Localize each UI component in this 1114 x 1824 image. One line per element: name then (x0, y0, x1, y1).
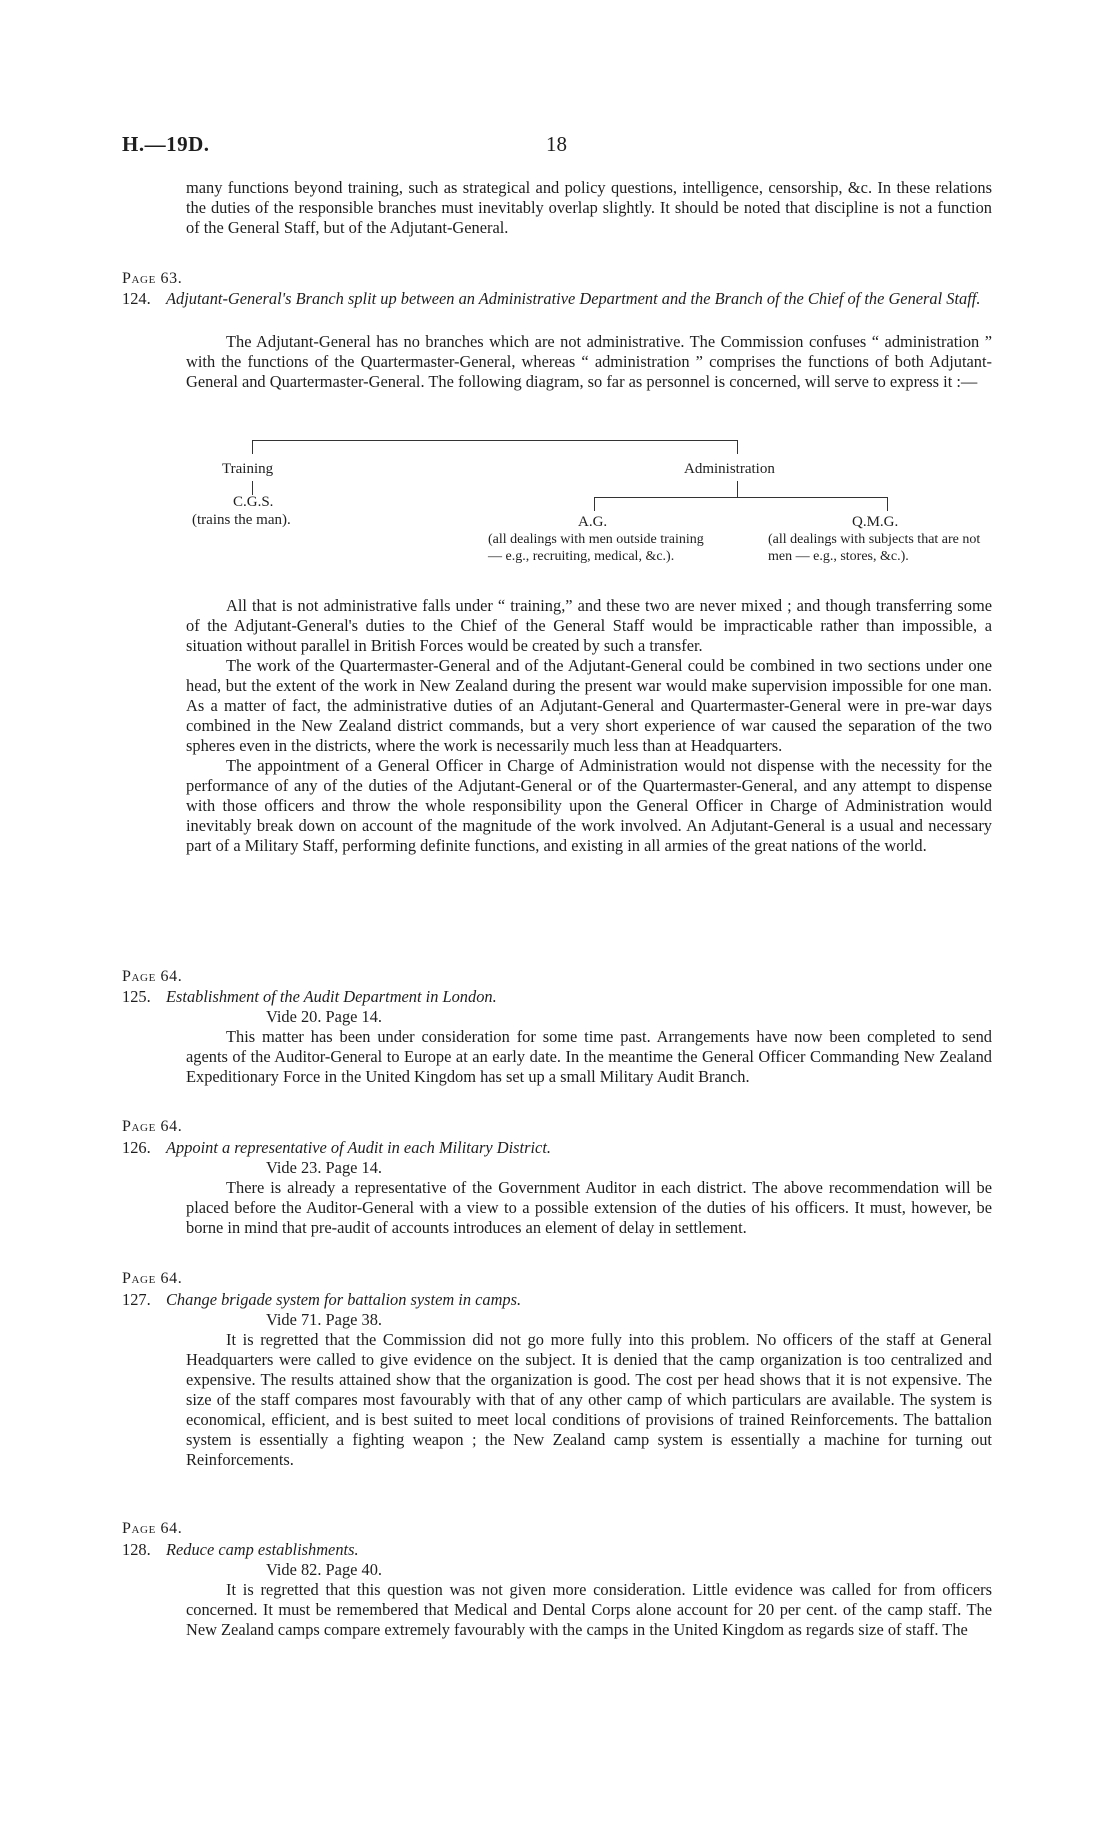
page-reference-127: Page 64. (122, 1270, 183, 1287)
diagram-training: Training (222, 461, 274, 477)
document-reference: H.—19D. (122, 132, 210, 156)
section-128-vide: Vide 82. Page 40. (266, 1560, 383, 1579)
section-126-heading (122, 1138, 992, 1158)
diagram-tick-qmg (887, 497, 888, 511)
section-128-para: It is regretted that this question was not given more consideration. Little evidence was called for from officers concerned. It must be remembered that Medical and Dental Corps alone account for 20 per cent. of the camp staff. The New Zealand camps compare extremely favourably with the camps in the United Kingdom as regards size of staff. The (186, 1580, 992, 1639)
section-128-heading (122, 1540, 992, 1560)
diagram-tick-administration (737, 440, 738, 454)
diagram-tick-training (252, 440, 253, 454)
diagram-admin-line (594, 497, 888, 498)
diagram-qmg-note: (all dealings with subjects that are not men — e.g., stores, &c.). (768, 532, 981, 564)
section-126-vide: Vide 23. Page 14. (266, 1158, 383, 1177)
section-125-vide: Vide 20. Page 14. (266, 1007, 383, 1026)
diagram-qmg: Q.M.G. (852, 514, 899, 530)
section-number: 124. (122, 289, 151, 308)
intro-paragraph: many functions beyond training, such as strategical and policy questions, intelligence, censorship, &c. In these relations the duties of the responsible branches must inevitably overlap slightly. It should be noted that discipline is not a function of the General Staff, but of the Adjutant-General. (186, 178, 992, 237)
section-number: 126. (122, 1138, 151, 1157)
section-title: Change brigade system for battalion system in camps. (166, 1290, 522, 1309)
page-reference-128: Page 64. (122, 1520, 183, 1537)
section-127-heading (122, 1290, 992, 1310)
section-title: Appoint a representative of Audit in each Military District. (166, 1138, 551, 1157)
section-number: 125. (122, 987, 151, 1006)
page-reference-124: Page 63. (122, 270, 183, 287)
section-124-paras: All that is not administrative falls under “ training,” and these two are never mixed ; and though transferring some of the Adjutant-General's duties to the Chief of the General Staff would be impracticable rather than impossible, a situation without parallel in British Forces would be created by such a transfer. The work of the Quartermaster-General and of the Adjutant-General could be combined in two sections under one head, but the extent of the work in New Zealand during the present war would make supervision impossible for one man. As a matter of fact, the administrative duties of an Adjutant-General and Quartermaster-General were in pre-war days combined in the New Zealand district commands, but a very short experience of war caused the separation of the two spheres even in the districts, where the work is necessarily much less than at Headquarters. The appointment of a General Officer in Charge of Administration would not dispense with the necessity for the performance of any of the duties of the Adjutant-General or of the Quartermaster-General, and any attempt to dispense with those officers and throw the whole responsibility upon the General Officer in Charge of Administration would inevitably break down on account of the magnitude of the work involved. An Adjutant-General is a usual and necessary part of a Military Staff, performing definite functions, and existing in all armies of the great nations of the world. (186, 596, 992, 855)
section-124-heading (122, 289, 992, 309)
section-125-para: This matter has been under consideration for some time past. Arrangements have now been completed to send agents of the Auditor-General to Europe at an early date. In the meantime the General Officer Commanding New Zealand Expeditionary Force in the United Kingdom has set up a small Military Audit Branch. (186, 1027, 992, 1086)
section-127-vide: Vide 71. Page 38. (266, 1310, 383, 1329)
page-reference-125: Page 64. (122, 968, 183, 985)
diagram-tick-admin-down (737, 481, 738, 497)
page-reference-126: Page 64. (122, 1118, 183, 1135)
page-number: 18 (546, 132, 567, 156)
section-title: Reduce camp establishments. (166, 1540, 359, 1559)
diagram-administration: Administration (684, 461, 775, 477)
diagram-tick-ag (594, 497, 595, 511)
section-125-heading (122, 987, 992, 1007)
diagram-ag-note: (all dealings with men outside training — e.g., recruiting, medical, &c.). (488, 532, 704, 564)
diagram-cgs: C.G.S. (233, 494, 274, 510)
section-title: Adjutant-General's Branch split up between an Administrative Department and the Branch of the Chief of the General Staff. (166, 289, 981, 308)
section-number: 128. (122, 1540, 151, 1559)
section-126-para: There is already a representative of the Government Auditor in each district. The above recommendation will be placed before the Auditor-General with a view to a possible extension of the duties of his officers. It must, however, be borne in mind that pre-audit of accounts introduces an element of delay in settlement. (186, 1178, 992, 1237)
section-124-para-1: The Adjutant-General has no branches which are not administrative. The Commission confuses “ administration ” with the functions of the Quartermaster-General, whereas “ administration ” comprises the functions of both Adjutant-General and Quartermaster-General. The following diagram, so far as personnel is concerned, will serve to express it :— (186, 332, 992, 391)
diagram-ag: A.G. (578, 514, 608, 530)
section-title: Establishment of the Audit Department in London. (166, 987, 497, 1006)
diagram-top-line (252, 440, 738, 441)
section-127-para: It is regretted that the Commission did not go more fully into this problem. No officers of the staff at General Headquarters were called to give evidence on the subject. It is denied that the camp organization is too centralized and expensive. The results attained show that the organization is good. The cost per head shows that it is not expensive. The size of the staff compares most favourably with that of any other camp of which particulars are available. The system is economical, efficient, and is best suited to meet local conditions of provisions of trained Reinforcements. The battalion system is essentially a fighting weapon ; the New Zealand camp system is essentially a machine for turning out Reinforcements. (186, 1330, 992, 1469)
section-number: 127. (122, 1290, 151, 1309)
diagram-cgs-note: (trains the man). (192, 512, 291, 528)
